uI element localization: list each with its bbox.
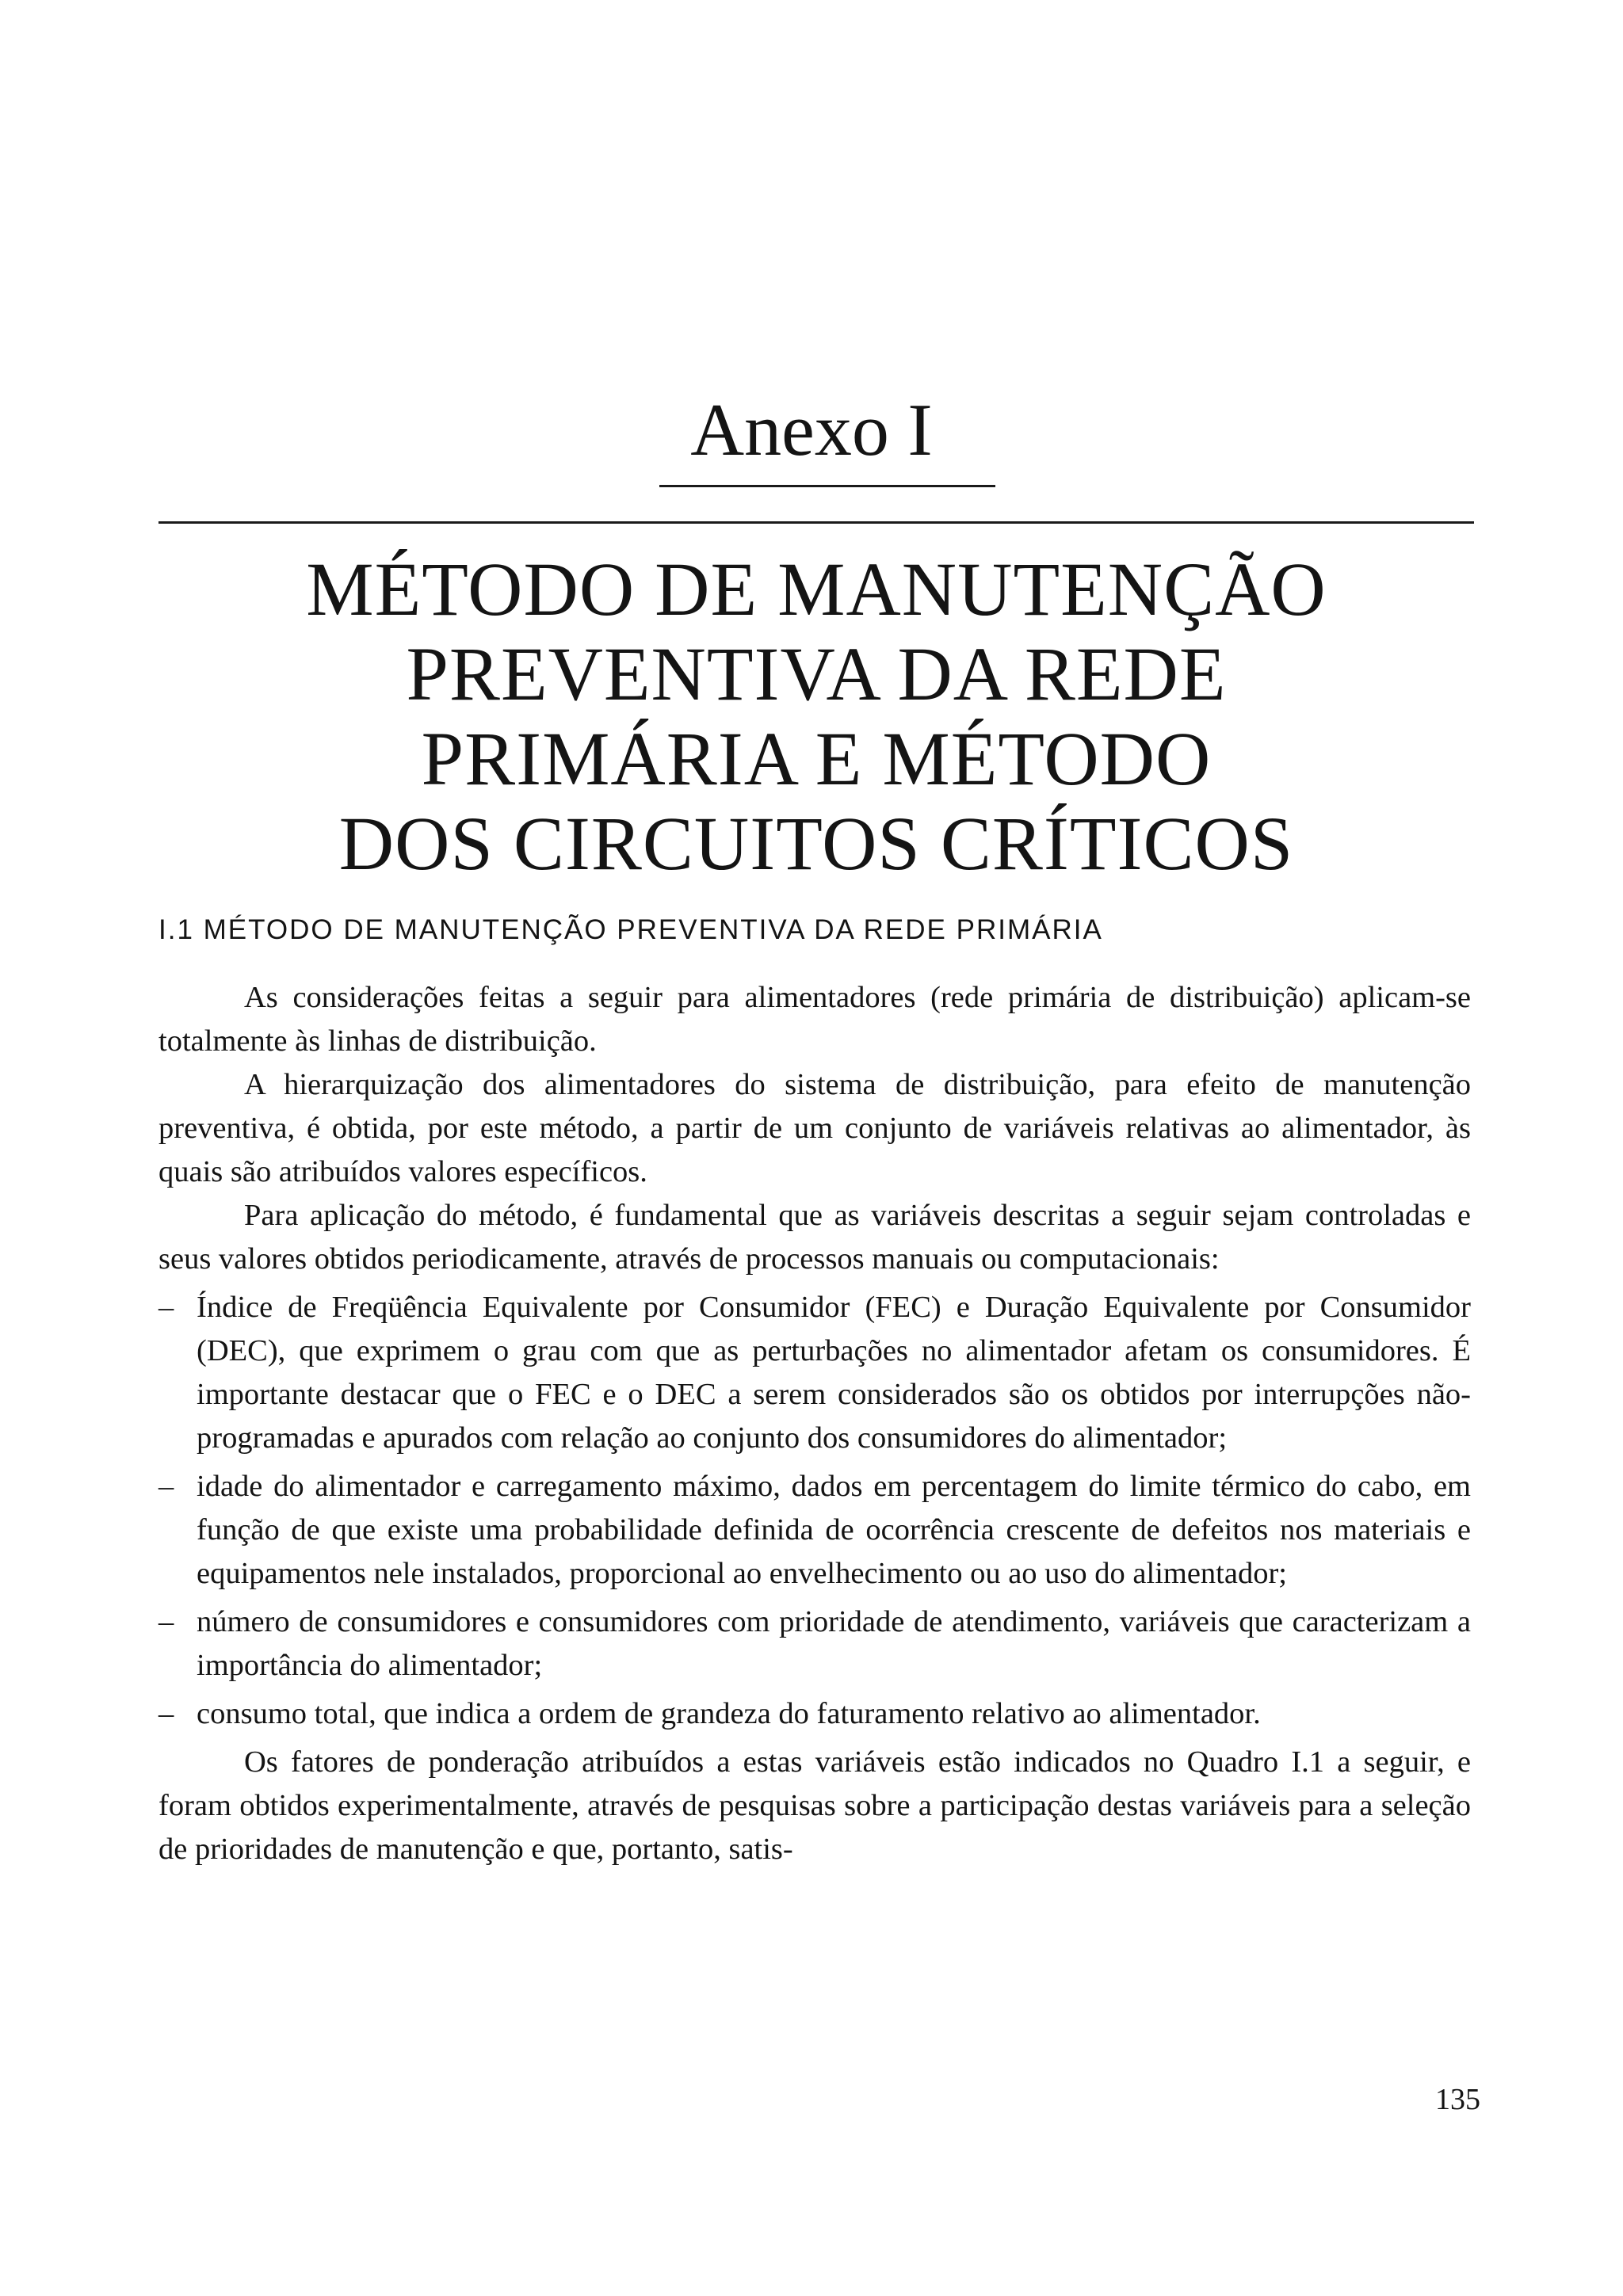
list-item-text: consumo total, que indica a ordem de grandeza do faturamento relativo ao alimentador. [197,1697,1261,1730]
chapter-title-line: PREVENTIVA DA REDE [406,631,1227,716]
list-dash: – [158,1470,174,1503]
list-dash: – [158,1291,174,1324]
paragraph: Os fatores de ponderação atribuídos a estas variáveis estão indicados no Quadro I.1 a seguir, e foram obtidos experimentalmente, através de pesquisas sobre a participação destas variáveis para a seleção de prioridades de manutenção e que, portanto, satis- [158,1745,1471,1866]
chapter-title [158,547,1474,886]
page-number: 135 [1435,2083,1480,2116]
section-heading: I.1 MÉTODO DE MANUTENÇÃO PREVENTIVA DA REDE PRIMÁRIA [158,914,1103,945]
paragraph: A hierarquização dos alimentadores do sistema de distribuição, para efeito de manutenção preventiva, é obtida, por este método, a partir de um conjunto de variáveis relativas ao alimentador, às quais são atribuídos valores específicos. [158,1068,1471,1188]
list-dash: – [158,1697,174,1730]
chapter-title-line: MÉTODO DE MANUTENÇÃO [306,547,1327,631]
list-item [158,1600,1471,1688]
variables-list [158,1286,1471,1736]
list-item-text: idade do alimentador e carregamento máximo, dados em percentagem do limite térmico do cabo, em função de que existe uma probabilidade definida de ocorrência crescente de defeitos nos materiais e equipamentos nele instalados, proporcional ao envelhecimento ou ao uso do alimentador; [197,1470,1471,1590]
horizontal-rule [158,521,1474,524]
list-item [158,1465,1471,1596]
annex-title-underline [659,485,995,487]
annex-title: Anexo I [690,389,933,471]
list-dash: – [158,1605,174,1638]
list-item [158,1692,1471,1736]
chapter-title-line: PRIMÁRIA E MÉTODO [421,716,1212,801]
paragraph: As considerações feitas a seguir para alimentadores (rede primária de distribuição) aplicam-se totalmente às linhas de distribuição. [158,981,1471,1058]
list-item-text: Índice de Freqüência Equivalente por Consumidor (FEC) e Duração Equivalente por Consumidor (DEC), que exprimem o grau com que as perturbações no alimentador afetam os consumidores. É importante destacar que o FEC e o DEC a serem considerados são os obtidos por interrupções não-programadas e apurados com relação ao conjunto dos consumidores do alimentador; [197,1291,1471,1455]
list-item [158,1286,1471,1460]
body-text [158,976,1471,1871]
list-item-text: número de consumidores e consumidores com prioridade de atendimento, variáveis que caracterizam a importância do alimentador; [197,1605,1471,1682]
paragraph: Para aplicação do método, é fundamental que as variáveis descritas a seguir sejam controladas e seus valores obtidos periodicamente, através de processos manuais ou computacionais: [158,1199,1471,1276]
chapter-title-line: DOS CIRCUITOS CRÍTICOS [338,801,1294,886]
